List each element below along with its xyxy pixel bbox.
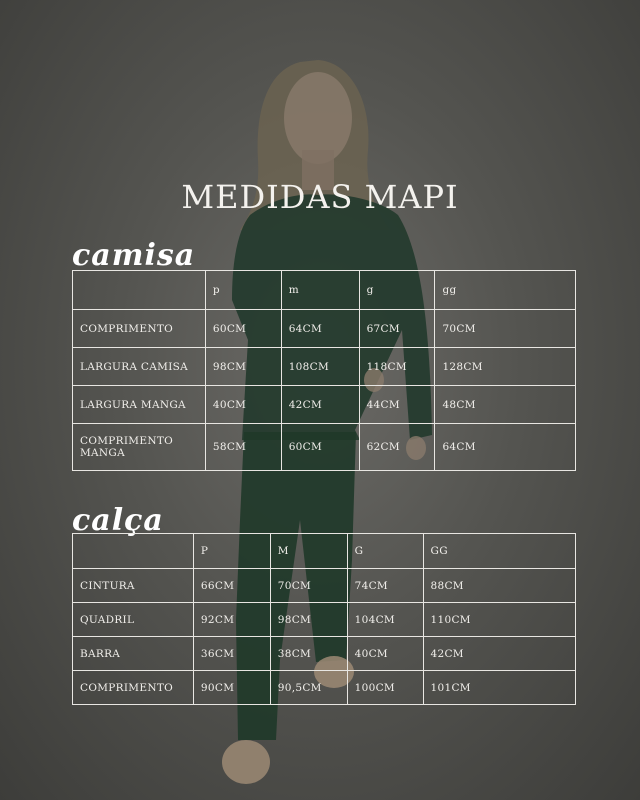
table-cell: 42CM bbox=[281, 386, 359, 424]
table-row bbox=[73, 603, 576, 637]
table-header-row bbox=[73, 271, 576, 310]
table-cell: 98CM bbox=[270, 603, 347, 637]
header-cell-g: G bbox=[347, 534, 423, 569]
header-cell-gg: gg bbox=[435, 271, 576, 310]
row-label: COMPRIMENTO bbox=[73, 671, 194, 705]
table-cell: 67CM bbox=[359, 310, 435, 348]
table-cell: 36CM bbox=[193, 637, 270, 671]
header-cell-g: g bbox=[359, 271, 435, 310]
header-cell-gg: GG bbox=[423, 534, 575, 569]
table-cell: 60CM bbox=[205, 310, 281, 348]
table-cell: 70CM bbox=[435, 310, 576, 348]
table-cell: 44CM bbox=[359, 386, 435, 424]
table-cell: 118CM bbox=[359, 348, 435, 386]
table-row bbox=[73, 386, 576, 424]
header-cell-p: p bbox=[205, 271, 281, 310]
row-label: QUADRIL bbox=[73, 603, 194, 637]
header-cell-empty bbox=[73, 271, 206, 310]
table-cell: 128CM bbox=[435, 348, 576, 386]
camisa-size-table bbox=[72, 270, 576, 471]
table-cell: 48CM bbox=[435, 386, 576, 424]
table-row bbox=[73, 671, 576, 705]
table-cell: 64CM bbox=[435, 424, 576, 471]
camisa-heading: camisa bbox=[72, 238, 196, 273]
table-cell: 60CM bbox=[281, 424, 359, 471]
table-cell: 92CM bbox=[193, 603, 270, 637]
table-row bbox=[73, 569, 576, 603]
table-cell: 98CM bbox=[205, 348, 281, 386]
table-cell: 62CM bbox=[359, 424, 435, 471]
header-cell-m: M bbox=[270, 534, 347, 569]
row-label: COMPRIMENTO MANGA bbox=[73, 424, 206, 471]
header-cell-empty bbox=[73, 534, 194, 569]
header-cell-m: m bbox=[281, 271, 359, 310]
table-row bbox=[73, 348, 576, 386]
calca-size-table bbox=[72, 533, 576, 705]
table-cell: 40CM bbox=[347, 637, 423, 671]
table-cell: 64CM bbox=[281, 310, 359, 348]
row-label: BARRA bbox=[73, 637, 194, 671]
table-cell: 100CM bbox=[347, 671, 423, 705]
row-label: COMPRIMENTO bbox=[73, 310, 206, 348]
table-row bbox=[73, 310, 576, 348]
table-cell: 108CM bbox=[281, 348, 359, 386]
table-cell: 66CM bbox=[193, 569, 270, 603]
page-title: MEDIDAS MAPI bbox=[181, 178, 459, 216]
table-cell: 74CM bbox=[347, 569, 423, 603]
table-cell: 40CM bbox=[205, 386, 281, 424]
table-cell: 70CM bbox=[270, 569, 347, 603]
table-cell: 110CM bbox=[423, 603, 575, 637]
table-cell: 38CM bbox=[270, 637, 347, 671]
table-cell: 90,5CM bbox=[270, 671, 347, 705]
row-label: CINTURA bbox=[73, 569, 194, 603]
table-cell: 101CM bbox=[423, 671, 575, 705]
table-cell: 104CM bbox=[347, 603, 423, 637]
row-label: LARGURA MANGA bbox=[73, 386, 206, 424]
table-cell: 58CM bbox=[205, 424, 281, 471]
table-row bbox=[73, 637, 576, 671]
table-row bbox=[73, 424, 576, 471]
row-label: LARGURA CAMISA bbox=[73, 348, 206, 386]
table-cell: 90CM bbox=[193, 671, 270, 705]
header-cell-p: P bbox=[193, 534, 270, 569]
table-cell: 88CM bbox=[423, 569, 575, 603]
table-cell: 42CM bbox=[423, 637, 575, 671]
table-header-row bbox=[73, 534, 576, 569]
calca-heading: calça bbox=[72, 503, 164, 538]
